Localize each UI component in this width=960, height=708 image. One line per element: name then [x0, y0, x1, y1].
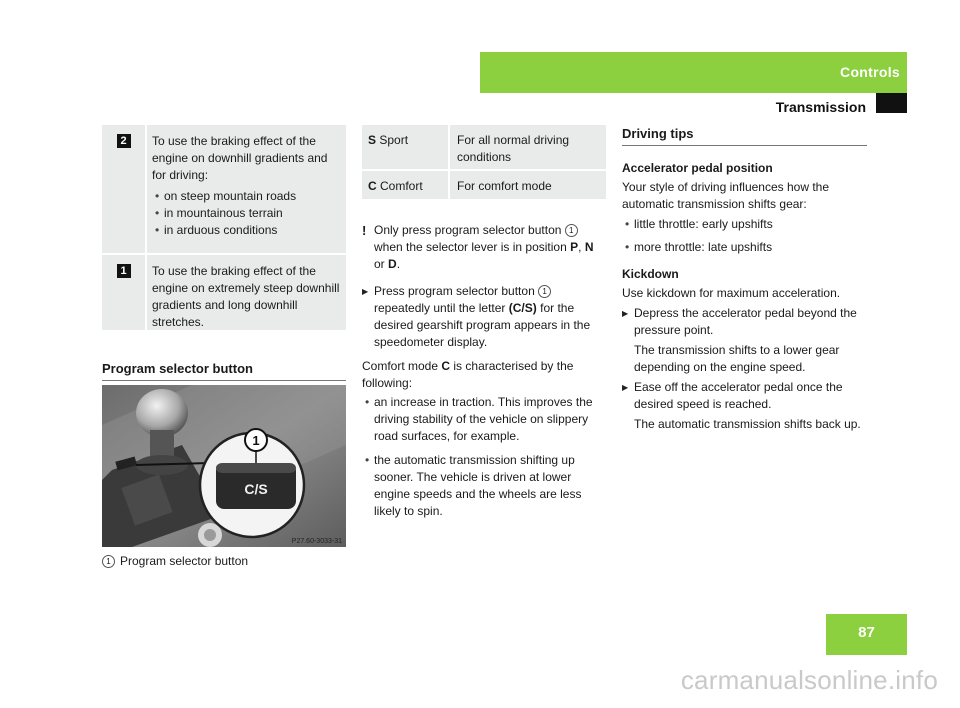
comfort-bullet: • the automatic transmission shifting up sooner. The vehicle is driven at lower engine speeds and the wheels are less likely to spin. [362, 452, 606, 520]
driving-tips-heading: Driving tips [622, 125, 867, 146]
header-marker [876, 93, 907, 113]
kickdown-heading: Kickdown [622, 267, 679, 281]
gear-row-1 [102, 255, 346, 332]
comfort-bullet: • an increase in traction. This improves the driving stability of the vehicle on slippery road surfaces, for example. [362, 394, 606, 445]
image-code: P27.60-3033-31 [291, 538, 342, 545]
instruction-step: ▶ Press program selector button 1repeatedly until the letter (C/S) for the desired gearshift program appears in the speedometer display. [362, 283, 606, 351]
kickdown-step: ▶ Depress the accelerator pedal beyond the pressure point. [622, 305, 867, 339]
number-1-icon: 1 [538, 285, 551, 298]
mode-letter: S [368, 133, 377, 147]
watermark: carmanualsonline.info [680, 665, 938, 695]
accel-bullet: • more throttle: late upshifts [622, 239, 867, 256]
mode-name: Comfort [380, 179, 423, 193]
warning-icon: ! [362, 223, 367, 238]
warning-note: ! Only press program selector button 1when the selector lever is in position P, N or D. [362, 223, 594, 271]
gear-2-bullet: • on steep mountain roads [152, 188, 340, 205]
comfort-intro: Comfort mode C is characterised by the following: [362, 359, 574, 390]
center-console-illustration [102, 385, 346, 547]
middle-column [362, 222, 606, 527]
photo-caption [102, 553, 346, 570]
program-selector-photo [102, 385, 346, 547]
kickdown-step: ▶ Ease off the accelerator pedal once the desired speed is reached. [622, 379, 867, 413]
program-selector-heading: Program selector button [102, 360, 346, 381]
page-title: Transmission [775, 99, 866, 115]
gear-2-bullet: • in arduous conditions [152, 222, 340, 239]
section-title: Controls [840, 64, 900, 80]
accel-bullet: • little throttle: early upshifts [622, 216, 867, 233]
accel-heading: Accelerator pedal position [622, 161, 773, 175]
mode-desc: For comfort mode [457, 179, 552, 193]
callout-number: 1 [252, 433, 260, 448]
right-column [622, 125, 867, 439]
caption-number-icon: 1 [102, 555, 115, 568]
gear-1-text: To use the braking effect of the engine on extremely steep downhill gradients and long downhill stretches. [152, 264, 340, 329]
gear-2-text: To use the braking effect of the engine on downhill gradients and for driving: [152, 134, 328, 182]
gear-2-bullet: • in mountainous terrain [152, 205, 340, 222]
mode-table [362, 125, 606, 201]
cs-button-label: C/S [244, 481, 268, 497]
number-1-icon: 1 [565, 224, 578, 237]
mode-desc: For all normal driving conditions [457, 133, 570, 164]
mode-letter: C [368, 179, 377, 193]
kickdown-text: Use kickdown for maximum acceleration. [622, 286, 841, 300]
gear-2-icon: 2 [117, 134, 131, 148]
mode-name: Sport [379, 133, 409, 147]
kickdown-note: The transmission shifts to a lower gear depending on the engine speed. [634, 343, 840, 374]
accel-text: Your style of driving influences how the automatic transmission shifts gear: [622, 180, 830, 211]
mode-row-sport [362, 125, 606, 171]
mode-row-comfort [362, 171, 606, 201]
page-number: 87 [858, 624, 875, 641]
caption-text: Program selector button [120, 554, 249, 568]
gear-1-icon: 1 [117, 264, 131, 278]
kickdown-note: The automatic transmission shifts back up. [634, 417, 861, 431]
gear-row-2 [102, 125, 346, 255]
gear-table [102, 125, 346, 332]
